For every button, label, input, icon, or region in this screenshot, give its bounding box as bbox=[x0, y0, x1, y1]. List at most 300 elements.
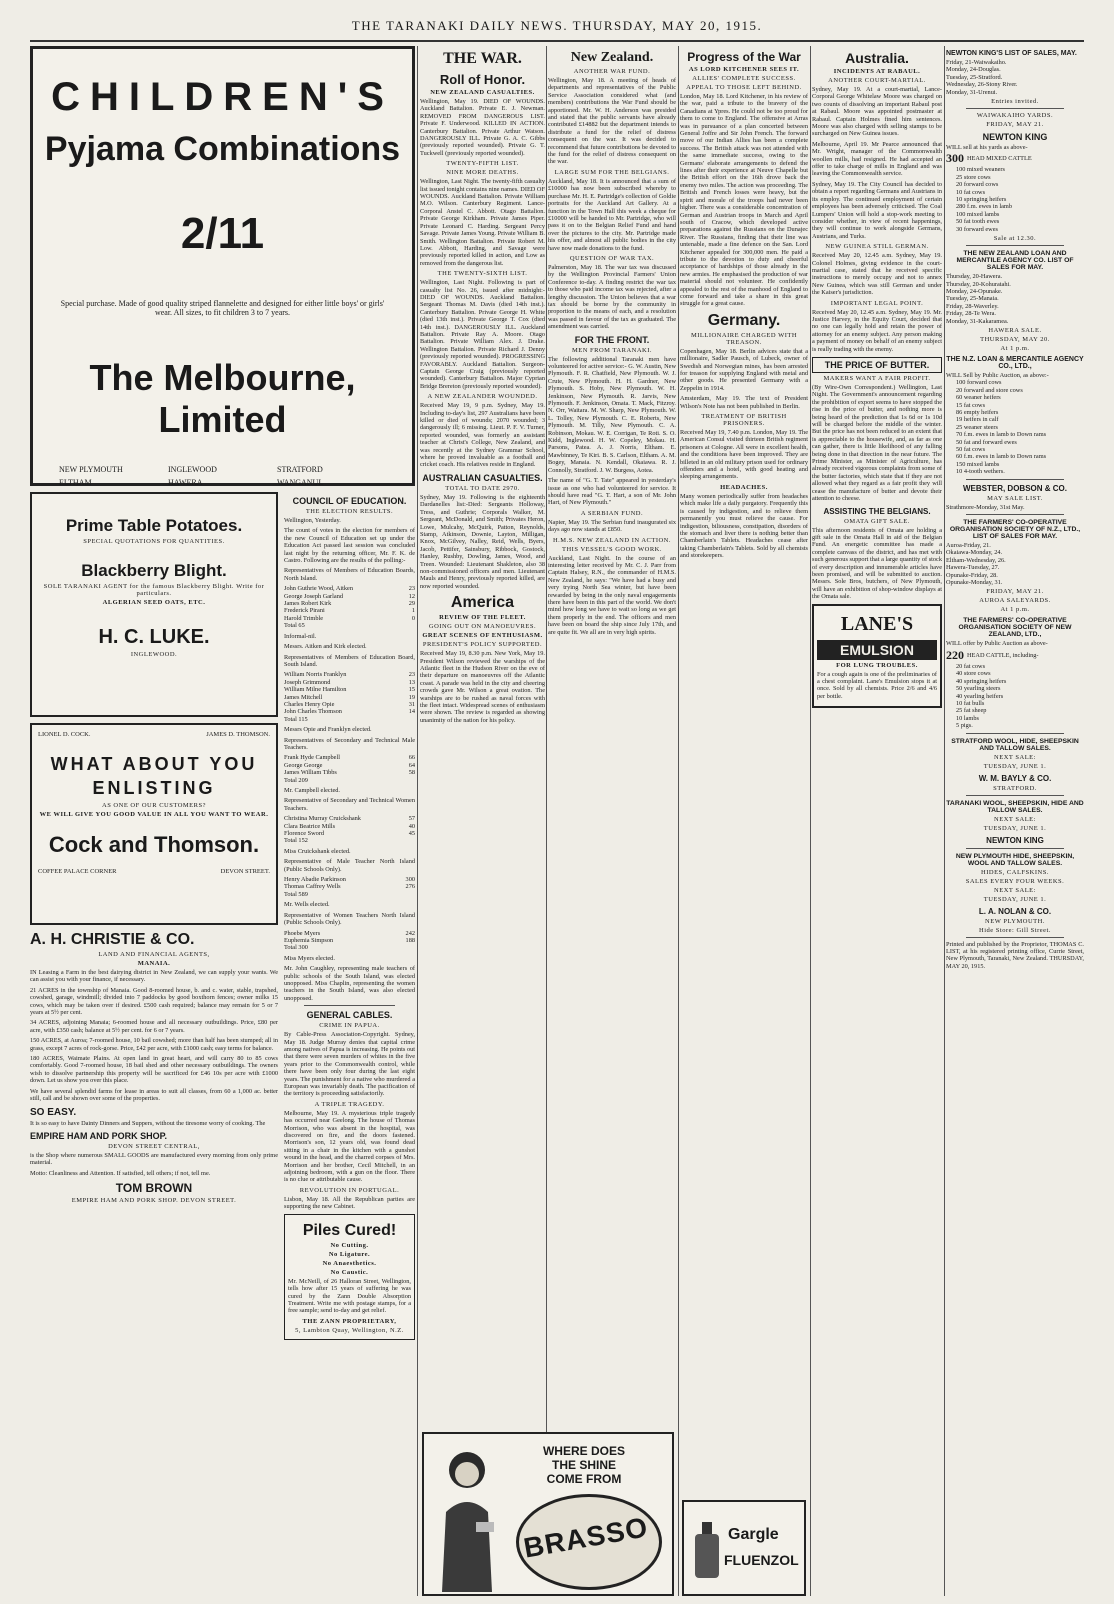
ad-sub: AS ONE OF OUR CUSTOMERS? bbox=[102, 802, 206, 809]
stock-item: 100 mixed weaners bbox=[956, 166, 1005, 174]
ad-description: Special purchase. Made of good quality striped flannelette and designed for either little boys' or girls' wear. All sizes, to fit children 3 to 7 years. bbox=[60, 299, 385, 317]
stock-item: 10 fat bulls bbox=[956, 699, 985, 707]
head-count: 220 bbox=[946, 647, 964, 662]
sale-entry: Strathmore-Monday, 31st May. bbox=[946, 503, 1025, 511]
article-dateline: Wellington, Yesterday. bbox=[284, 517, 341, 524]
ad-brand: EMULSION bbox=[817, 640, 937, 660]
empire-ham-ad bbox=[30, 1107, 278, 1205]
article-subhead: THE ELECTION RESULTS. bbox=[305, 508, 394, 515]
result-row: George George 64 bbox=[284, 761, 415, 769]
article-subhead: REVIEW OF THE FLEET. bbox=[439, 614, 526, 622]
column-rule bbox=[944, 46, 945, 1596]
results-heading: Representatives of Members of Education Board, South Island. bbox=[284, 653, 415, 668]
article-body: Lisbon, May 18. All the Republican parties are supporting the new Cabinet. bbox=[284, 1195, 415, 1211]
ad-name: Gargle bbox=[728, 1526, 779, 1543]
sale-entry: Opunake-Friday, 28. bbox=[946, 571, 998, 579]
article-body: Wellington, May 18. A meeting of heads of departments and representatives of the Public Service Association considered what (and members) contributions the War Fund should be apportioned. Mr. W. H. Anderson was presided and stated that the public servants have already contributed £14882 but the department intends to distribute a fund for the relief of distress consequent on the war. It was decided to recommend that future contributions be devoted to the fund for the relief of distress consequent on the war. bbox=[548, 77, 676, 166]
ad-sub-2: SOLE TARANAKI AGENT for the famous Blackberry Blight. Write for particulars. bbox=[43, 583, 265, 597]
ad-title: Prime Table Potatoes. bbox=[65, 516, 243, 535]
divider bbox=[966, 245, 1064, 246]
lanes-emulsion-ad bbox=[812, 604, 942, 709]
auctioneer-name: W. M. BAYLY & CO. bbox=[978, 773, 1052, 783]
article-headline: Progress of the War bbox=[687, 50, 801, 64]
sale-entry: Eltham-Wednesday, 26. bbox=[946, 556, 1006, 564]
article-subhead: GREAT SCENES OF ENTHUSIASM. bbox=[422, 632, 543, 640]
article-body: Melbourne, May 19. A mysterious triple tragedy has occurred near Geelong. The house of Thomas Morrison, who was absent in the hospital, was discovered on fire, and the doors fastened. Morrison's son, 12 years old, was found dead sitting in a chair in the kitchen with a gunshot wound in the head, and the charred corpses of Mrs. Morrison and her brother, Cecil Mitchell, in an adjoining bedroom, with a gun on the floor. There is no clue or attributable cause. bbox=[284, 1109, 415, 1184]
column-rule bbox=[417, 46, 418, 1596]
article-headline: Roll of Honor. bbox=[439, 72, 526, 87]
sales-yards: WAIWAKAIHO YARDS. bbox=[976, 112, 1054, 120]
sales-note: Entries invited. bbox=[991, 98, 1039, 106]
article-subhead: NEW ZEALAND CASUALTIES. bbox=[430, 89, 535, 96]
stock-item: 70 f.m. ewes in lamb to Down rams bbox=[956, 431, 1047, 439]
ad-sub-3: ALGERIAN SEED OATS, ETC. bbox=[102, 599, 206, 606]
ad-title: Piles Cured! bbox=[302, 1221, 397, 1239]
auctioneer-name: WEBSTER, DOBSON & CO. bbox=[962, 483, 1067, 493]
sales-date: TUESDAY, JUNE 1. bbox=[983, 895, 1047, 903]
ads-subcolumn bbox=[30, 492, 278, 1346]
article-body: Napier, May 19. The Serbian fund inaugurated six days ago now stands at £850. bbox=[548, 518, 676, 534]
ad-line: WE WILL GIVE YOU GOOD VALUE IN ALL YOU WANT TO WEAR. bbox=[39, 811, 269, 818]
stock-item: 150 mixed lambs bbox=[956, 460, 1000, 468]
sales-subhead: SALES EVERY FOUR WEEKS. bbox=[965, 877, 1065, 885]
stock-item: 50 fat tooth ewes bbox=[956, 218, 1000, 226]
ad-point: No Anaesthetics. bbox=[322, 1259, 377, 1267]
piles-ad bbox=[284, 1214, 415, 1340]
ad-name: LANE'S bbox=[840, 612, 914, 635]
article-body: Sydney, May 19. Following is the eighteenth Dardanelles list:-Died: Sergeants Holloway, Tress, and Guthrie; Corporals Walker, M. Sergeant, McDonald, and Smith; Privates Heron, Lowe, Mulcahy, McQuirk, Patton, Reynolds, Stamp, Atkinson, Downie, Layton, Milligan, Knox, McGilvey, Nalley, Reid, Wells, Byers, Jacob, Pettifer, Sainsbury, Ribbock, Gostock, Hanley, Rushby, Dowling, James, Wood, and Treen. Wounded: Lieutenant Shakleton, also 38 non-commissioned officers and men. Lieutenant Mauls and Henry, previously reported killed, are now reported wounded. bbox=[420, 493, 545, 590]
divider bbox=[966, 937, 1064, 938]
results-total: Total 115 bbox=[284, 715, 308, 723]
column-rule bbox=[810, 46, 811, 1596]
sales-heading: MAY SALE LIST. bbox=[987, 494, 1043, 502]
article-subhead: A SERBIAN FUND. bbox=[580, 509, 644, 517]
ad-place: MANAIA. bbox=[137, 960, 171, 967]
auctioneer-name: L. A. NOLAN & CO. bbox=[978, 906, 1052, 916]
sales-yards: AUROA SALEYARDS. bbox=[979, 597, 1051, 605]
town: ELTHAM bbox=[59, 478, 92, 487]
ad-footer: EMPIRE HAM AND PORK SHOP. DEVON STREET. bbox=[71, 1197, 237, 1205]
article-subhead: AS LORD KITCHENER SEES IT. bbox=[688, 66, 800, 73]
sale-entry: Thursday, 20-Kohuratahi. bbox=[946, 280, 1011, 288]
divider bbox=[966, 733, 1064, 734]
sale-intro: WILL offer by Public Auction as above- bbox=[946, 640, 1048, 648]
result-row: Harold Trimble 0 bbox=[284, 614, 415, 622]
result-row: Christina Murray Cruickshank 57 bbox=[284, 815, 415, 823]
results-list bbox=[284, 585, 415, 622]
results-total: Total 300 bbox=[284, 944, 308, 952]
article-body: Melbourne, April 19. Mr Pearce announced that Mr. Wright, manager of the Commonwealth woollen mills, had resigned. He had accepted an offer to take charge of mills in England and was leaving the Commonwealth service. bbox=[812, 140, 942, 178]
stock-item: 20 forward cows bbox=[956, 181, 999, 189]
ad-company: Cock and Thomson. bbox=[48, 832, 260, 857]
australia-column bbox=[812, 46, 942, 1596]
sales-next: NEXT SALE: bbox=[994, 886, 1036, 894]
sales-date: TUESDAY, JUNE 1. bbox=[983, 824, 1047, 832]
sale-time: Sale at 12.30. bbox=[993, 235, 1037, 243]
footer-left: COFFEE PALACE CORNER bbox=[38, 868, 117, 875]
column-rule bbox=[678, 46, 679, 1596]
luke-ad bbox=[30, 492, 278, 717]
fluenzol-ad bbox=[682, 1500, 806, 1596]
stock-item: 100 mixed lambs bbox=[956, 210, 1000, 218]
article-body: Received May 19, 8.30 p.m. New York, May 19. President Wilson reviewed the warships of the Atlantic fleet in the Hudson River on the eve of their departure on manoeuvres off the Atlantic coast. A parade was held in the city and cheering crowds gave Mr. Wilson a great ovation. The warships are to be rushed as naval forces with the fleet intact. Widespread scenes of enthusiasm were shown. The review is regarded as showing unanimity of the nation for his policy. bbox=[420, 650, 545, 724]
article-subhead: LARGE SUM FOR THE BELGIANS. bbox=[554, 168, 670, 176]
news-subcolumn bbox=[284, 492, 415, 1346]
results-list bbox=[284, 671, 415, 715]
sale-entry: Tuesday, 25-Manaia. bbox=[946, 295, 999, 303]
stock-item: 19 heifers in calf bbox=[956, 416, 999, 424]
result-row: James Robert Kirk 29 bbox=[284, 600, 415, 608]
article-body: Wellington, Last Night. The twenty-fifth casualty list issued tonight contains nine names. DIED OF WOUNDS. Auckland Battalion. Private William M.O. Wilson. Canterbury Regiment. Lance-Corporal Anstel C. Abbott. Otago Battalion. Private George Kirkham. Private James Piper. Private Leonard C. Harding. Sergeant Percy Savage. Private James Young. Private William B. Smith. Wellington Battalion. Private Robert M. Low. Abbott, Harding, and Savage were previously reported killed in action, and Low as removed from the dangerous list. bbox=[420, 178, 545, 267]
head-count: 300 bbox=[946, 151, 964, 166]
sales-heading: STRATFORD WOOL, HIDE, SHEEPSKIN AND TALLOW SALES. bbox=[951, 737, 1079, 752]
sales-yards: HAWERA SALE. bbox=[988, 326, 1042, 334]
article-subhead: TREATMENT OF BRITISH PRISONERS. bbox=[701, 413, 787, 428]
article-subhead: REVOLUTION IN PORTUGAL. bbox=[299, 1186, 400, 1194]
result-row: Euphemia Simpson 188 bbox=[284, 936, 415, 944]
divider bbox=[304, 1005, 395, 1006]
town: WANGANUI. bbox=[277, 478, 323, 487]
article-subhead: ANOTHER WAR FUND. bbox=[573, 68, 651, 75]
ad-title: SO EASY. bbox=[30, 1106, 77, 1118]
article-body: Many women periodically suffer from headaches which make life a daily purgatory. Frequently this is caused by indigestion, and to relieve them permanently you must relieve the cause. For indigestion, biliousness, constipation, disorders of the stomach and liver there is nothing better than Chamberlain's Tablets. Headaches cease after taking Chamberlain's Tablets. Sold by all chemists and storekeepers. bbox=[680, 492, 808, 560]
auctioneer-name: THE FARMERS' CO-OPERATIVE ORGANISATION SOCIETY OF NEW ZEALAND, LTD., bbox=[958, 617, 1072, 639]
stock-item: 25 weaner steers bbox=[956, 423, 998, 431]
stock-item: 280 f.m. ewes in lamb bbox=[956, 203, 1012, 211]
ad-company: THE ZANN PROPRIETARY, bbox=[302, 1317, 397, 1325]
result-row: Charles Henry Opie 31 bbox=[284, 700, 415, 708]
war-column bbox=[420, 46, 545, 1596]
ad-title-2: Blackberry Blight. bbox=[81, 561, 227, 580]
town: NEW PLYMOUTH bbox=[59, 465, 123, 474]
stock-item: 5 pigs. bbox=[956, 722, 973, 730]
results-elected: Miss Cruickshank elected. bbox=[284, 847, 351, 855]
ads-column bbox=[30, 46, 415, 1596]
sale-entry: Friday, 28-Waverley. bbox=[946, 302, 999, 310]
stock-item: 10 lambs bbox=[956, 714, 979, 722]
stock-item: 25 fat sheep bbox=[956, 707, 987, 715]
article-body: The following additional Taranaki men have volunteered for active service:- G. W. Austin, New Plymouth. F. R. Chatfield, New Plymouth. W. J. Crute, New Plymouth. H. H. Gardner, New Plymouth. S. Hoby, New Plymouth. W. H. Jenkinson, New Plymouth. R. Jarvis, New Plymouth. F. Jenkinson, Omata. T. Mack, Fitzroy. N. Orr, Waitara. M. W. Sharp, New Plymouth. W. L. Tolley, New Plymouth. C. E. Roberts, New Plymouth. M. Tilly, New Plymouth. C. A. Robinson, Mokau. W. E. Corrigan, Te Roti. S. O. Kidd, Inglewood. H. W. Copeley, Mokau. H. Parsons, Patea. A. J. Norris, Eltham. E. Mawbinney, Te Kiri. B. S. Carlson, Eltham. A. M. Bogey, Manaia. N. Kendall, Okaiawa. R. J. Connolly, Stratford. J. W. Burgess, Aotea. bbox=[548, 355, 676, 474]
section-headline: THE WAR. bbox=[443, 50, 522, 67]
article-subhead: THIS VESSEL'S GOOD WORK. bbox=[562, 545, 662, 553]
results-elected: Miss Myers elected. bbox=[284, 954, 335, 962]
article-subhead: HEADACHES. bbox=[720, 483, 768, 491]
results-informal: Informal-nil. bbox=[284, 632, 317, 640]
listing: 34 ACRES, adjoining Manaia; 6-roomed house and all necessary outbuildings. Price, £80 per acre, with £350 cash; balance at 5½ per cent. for 6 or 7 years. bbox=[30, 1019, 278, 1034]
stock-item: 86 empty heifers bbox=[956, 408, 999, 416]
result-row: John Charles Thomson 14 bbox=[284, 708, 415, 716]
article-body: The count of votes in the election for members of the new Council of Education set up under the Education Act passed last session was concluded last night by the returning officer, Mr. F. K. de Castro. Following are the results of the polling:- bbox=[284, 527, 415, 565]
town: INGLEWOOD bbox=[168, 465, 217, 474]
children-pyjama-ad bbox=[30, 46, 415, 486]
article-body: Sydney, May 19. The City Council has decided to obtain a report regarding Germans and Austrians in its employ. The continued employment of certain employees has been adversely criticised. The Coal Lumpers' Union will hold a stop-work meeting to consider whether, in view of recent happenings, they will continue to work alongside Germans, Austrians, and Turks. bbox=[812, 180, 942, 240]
sale-entry: Monday, 24-Opunake. bbox=[946, 287, 1003, 295]
article-subhead: MEN FROM TARANAKI. bbox=[571, 346, 653, 354]
ad-owner: TOM BROWN bbox=[115, 1181, 193, 1196]
results-total: Total 209 bbox=[284, 776, 308, 784]
stock-item: 15 fat cows bbox=[956, 401, 986, 409]
stock-item: 40 store cows bbox=[956, 670, 991, 678]
article-body: Palmerston, May 18. The war tax was discussed by the Wellington Provincial Farmers' Union Conference to-day. A finding restrict the war tax to those who paid income tax was rejected, after a lengthy discussion. The Union believes that a war tax should be borne by the community in proportion to the means of each, and a resolution was passed in favour of the tax as graduated. The amendment was carried. bbox=[548, 263, 676, 331]
article-subhead: ALLIES' COMPLETE SUCCESS. bbox=[692, 75, 796, 82]
ad-point: No Caustic. bbox=[330, 1268, 369, 1276]
sale-entry: Wednesday, 26-Stony River. bbox=[946, 81, 1018, 89]
sales-heading: TARANAKI WOOL, SHEEPSKIN, HIDE AND TALLOW SALES. bbox=[946, 799, 1084, 814]
result-row: Frank Hyde Campbell 66 bbox=[284, 754, 415, 762]
results-heading: Representative of Secondary and Technical Women Teachers. bbox=[284, 797, 415, 812]
town: HAWERA bbox=[168, 478, 203, 487]
sale-entry: Monday, 31-Kakaramea. bbox=[946, 317, 1009, 325]
ad-towns bbox=[59, 465, 386, 487]
result-row: Clara Beatrice Mills 40 bbox=[284, 822, 415, 830]
article-subhead: H.M.S. NEW ZEALAND IN ACTION. bbox=[552, 536, 671, 544]
result-row: Florence Sword 45 bbox=[284, 830, 415, 838]
ad-tagline bbox=[504, 1444, 664, 1486]
stock-item: 10 fat cows bbox=[956, 188, 986, 196]
results-total: Total 589 bbox=[284, 890, 308, 898]
christie-ad bbox=[30, 931, 278, 1103]
results-elected: Mr. Wells elected. bbox=[284, 901, 330, 909]
town: STRATFORD bbox=[277, 465, 323, 474]
brasso-ad bbox=[422, 1432, 674, 1596]
results-total: Total 152 bbox=[284, 837, 308, 845]
results-heading: Representative of Male Teacher North Island (Public Schools Only). bbox=[284, 858, 415, 873]
head-label: HEAD MIXED CATTLE bbox=[967, 155, 1032, 163]
auctioneer-place: STRATFORD. bbox=[993, 784, 1037, 792]
divider bbox=[966, 848, 1064, 849]
sales-date: TUESDAY, JUNE 1. bbox=[983, 762, 1047, 770]
listing: 180 ACRES, Waimate Plains. At open land in great heart, and will carry 80 to 85 cows comfortably. Good 7-roomed house, 18 bail shed and other necessary outbuildings. The owners wish to dissolve partnership this property will be sacrificed for £46 10s per acre with £1000 down. Let us show you over this place. bbox=[30, 1055, 278, 1085]
ad-point: No Ligature. bbox=[328, 1250, 371, 1258]
sale-entry: Okaiawa-Monday, 24. bbox=[946, 549, 1003, 557]
stock-item: 25 store cows bbox=[956, 173, 991, 181]
stock-item: 20 fat cows bbox=[956, 662, 986, 670]
article-body: Amsterdam, May 19. The text of President Wilson's Note has not been published in Berlin. bbox=[680, 395, 808, 410]
masthead: THE TARANAKI DAILY NEWS. THURSDAY, MAY 20, 1915. bbox=[30, 18, 1084, 42]
article-subhead: OMATA GIFT SALE. bbox=[844, 517, 910, 525]
article-subhead: MILLIONAIRE CHARGED WITH TREASON. bbox=[690, 331, 798, 346]
sales-heading: THE NEW ZEALAND LOAN AND MERCANTILE AGENCY CO. LIST OF SALES FOR MAY. bbox=[956, 250, 1074, 272]
ad-line-1: WHERE DOES bbox=[542, 1444, 625, 1458]
stock-item: 20 forward and store cows bbox=[956, 386, 1023, 394]
sale-entry: Friday, 21-Waiwakaiho. bbox=[946, 59, 1007, 66]
ad-name: EMPIRE HAM AND PORK SHOP. bbox=[30, 1130, 168, 1141]
article-body: The name of "G. T. Tate" appeared in yesterday's issue as one who had volunteered for service. It should have read "G. T. Hart, a son of Mr. John Hart, of New Plymouth." bbox=[548, 477, 676, 507]
imprint: Printed and published by the Proprietor, THOMAS C. LIST, at his registered printing office, Currie Street, New Plymouth, Taranaki, New Zealand. THURSDAY, MAY 20, 1915. bbox=[946, 940, 1084, 970]
ad-name: H. C. LUKE. bbox=[98, 626, 210, 648]
article-body: This afternoon residents of Omata are holding a gift sale in the Omata Hall in aid of the Belgian Fund. An energetic committee has made a complete canvass of the district, and has met with such generous support that a large quantity of stock of every description and innumerable articles have been promised, and will be submitted to auction. Messrs. Sole Bros, butchers, of New Plymouth, will have an exhibition of shop-window displays at the Omata sale. bbox=[812, 526, 942, 601]
sales-subhead: HIDES, CALFSKINS. bbox=[981, 868, 1049, 876]
results-heading: Representatives of Secondary and Technical Male Teachers. bbox=[284, 736, 415, 751]
listing: 150 ACRES, at Auroa; 7-roomed house, 10 bail cowshed; more than half has been stumped; all in grass, except 7 acres of rock-gorse. Price, £42 per acre, with £1000 cash; easy terms for balance. bbox=[30, 1037, 278, 1052]
ad-title: CHILDREN'S bbox=[51, 75, 394, 119]
ad-subtitle: Pyjama Combinations bbox=[44, 130, 401, 168]
divider bbox=[966, 108, 1064, 109]
article-headline: FOR THE FRONT. bbox=[574, 334, 650, 345]
results-heading: Representative of Women Teachers North Island (Public Schools Only). bbox=[284, 911, 415, 927]
article-subhead: PRESIDENT'S POLICY SUPPORTED. bbox=[422, 641, 543, 649]
article-body: Mr. John Caughley, representing male teachers of public schools of the South Island, was elected unopposed. Miss Chaplin, representing the women teachers in the South Island, was also elected unopposed. bbox=[284, 965, 415, 1002]
listing: 21 ACRES in the township of Manaia. Good 8-roomed house, b. and c. water, stable, trapshed, cowshed, garage, windmill; divided into 7 paddocks by good boxthorn fences; owner milks 15 cows, which may be taken over if desired. £500 cash required; balance may remain for 5 or 7 years at 5½ per cent. bbox=[30, 986, 278, 1017]
ad-brand: BRASSO bbox=[521, 1511, 651, 1564]
sales-date: FRIDAY, MAY 21. bbox=[986, 121, 1044, 129]
article-body: Auckland, May 18. It is announced that a sum of £10000 has now been subscribed whereby to purchase Mr. H. E. Partridge's collection of Goldie portraits for the Auckland Art Gallery. At a function in the Town Hall this week a cheque for £10000 will be handed to Mr. Partridge, who will pass it on to the Belgian Relief Fund and hand over the pictures to the city. Mr. Partridge made his offer, and almost all public bodies in the city have now made donations to the fund. bbox=[548, 177, 676, 252]
article-subhead: GOING OUT ON MANOEUVRES. bbox=[428, 623, 537, 631]
article-body: Received May 20, 12.45 a.m. Sydney, May 19. Colonel Holmes, giving evidence in the court-martial case, stated that he received specific instructions to merely occupy and not to annex New Guinea, which was still German and under the Kaiser's jurisdiction. bbox=[812, 252, 942, 297]
result-row: George Joseph Garland 12 bbox=[284, 592, 415, 600]
ad-text: It is so easy to have Dainty Dinners and Suppers, without the tiresome worry of cooking. The bbox=[30, 1119, 266, 1127]
article-headline: THE PRICE OF BUTTER. bbox=[812, 357, 942, 373]
sale-headcount bbox=[946, 648, 1084, 663]
ad-point: No Cutting. bbox=[330, 1241, 369, 1249]
sales-column bbox=[946, 46, 1084, 1596]
sales-heading: NEW PLYMOUTH HIDE, SHEEPSKIN, WOOL AND TALLOW SALES. bbox=[955, 852, 1075, 867]
column-rule bbox=[546, 46, 547, 1596]
stock-item: 40 springing heifers bbox=[956, 677, 1007, 685]
sale-entry: Hawera-Tuesday, 27. bbox=[946, 564, 1000, 572]
article-body: Auckland, Last Night. In the course of an interesting letter received by Mr. C. J. Parr from Captain Halsey, R.N., the commander of H.M.S. New Zealand, he says: "We have had a busy and very trying North Sea winter, but have been rewarded by being in the only naval engagements there have been in this part of the world. We don't mind how long we have to wait so long as we get them properly in the end. The officers and men have been on board the ship since July 17th, and are quite fit. We all are in very high spirits. bbox=[548, 554, 676, 636]
ad-address: DEVON STREET CENTRAL, bbox=[108, 1142, 200, 1150]
ad-motto: Motto: Cleanliness and Attention. If satisfied, tell others; if not, tell me. bbox=[30, 1169, 211, 1177]
article-body: Received May 20, 12.45 a.m. Sydney, May 19. Mr. Justice Harvey, in the Equity Court, decided that no one can legally hold and retain the power of attorney for an enemy subject. Any person making a payment of money on behalf of an enemy subject is really trading with the enemy. bbox=[812, 308, 942, 353]
ad-title: WHAT ABOUT YOU ENLISTING bbox=[50, 754, 258, 798]
stock-item: 60 weaner heifers bbox=[956, 394, 1001, 402]
ad-text-2: is the Shop where numerous SMALL GOODS are manufactured every morning from only prime material. bbox=[30, 1151, 278, 1167]
stock-item: 10 4-tooth wethers. bbox=[956, 468, 1005, 476]
article-subhead: TWENTY-FIFTH LIST. bbox=[446, 160, 519, 168]
results-elected: Messrs Opie and Franklyn elected. bbox=[284, 726, 372, 734]
result-row: James William Tibbs 58 bbox=[284, 769, 415, 777]
ad-sub: SPECIAL QUOTATIONS FOR QUANTITIES. bbox=[83, 538, 225, 545]
sales-date: FRIDAY, MAY 21. bbox=[986, 588, 1044, 596]
new-zealand-column bbox=[548, 46, 676, 1596]
article-headline: Germany. bbox=[707, 311, 781, 329]
result-row: William Norris Franklyn 23 bbox=[284, 671, 415, 679]
stock-item: 50 yearling steers bbox=[956, 685, 1001, 693]
article-subhead: MAKERS WANT A FAIR PROFIT. bbox=[823, 375, 931, 382]
stock-item: 40 yearling heifers bbox=[956, 692, 1004, 700]
sale-entry: Tuesday, 25-Stratford. bbox=[946, 73, 1003, 81]
article-body: Wellington, Last Night. Following is part of casualty list No. 26, issued after midnight:- DIED OF WOUNDS. Auckland Battalion. Sergeant Thomas M. Davis (died 14th inst.). Canterbury Battalion. Private George H. White (died 13th inst.). Private George T. Cox (died 14th inst.). DANGEROUSLY ILL. Auckland Battalion. Private Ray A. Moore. Otago Battalion. Private William Alex. J. Drake. Wellington Battalion. Private Richard J. Denny (previously reported wounded). PROGRESSING FAVORABLY. Auckland Battalion. Surgeon-Captain George Craig (previously reported wounded). Canterbury Battalion. Major Cyprian Bridge Brereton (previously reported wounded). bbox=[420, 279, 545, 390]
article-subhead: QUESTION OF WAR TAX. bbox=[569, 254, 655, 262]
head-label: HEAD CATTLE, including- bbox=[967, 651, 1039, 659]
progress-column bbox=[680, 46, 808, 1596]
sales-next: NEXT SALE: bbox=[994, 753, 1036, 761]
article-subhead: NEW GUINEA STILL GERMAN. bbox=[825, 243, 929, 251]
section-headline: New Zealand. bbox=[570, 50, 654, 65]
sale-time: At 1 p.m. bbox=[1000, 344, 1030, 352]
sale-entry: Opunake-Monday, 31. bbox=[946, 579, 1003, 587]
result-row: William Milne Hamilton 15 bbox=[284, 686, 415, 694]
results-list bbox=[284, 930, 415, 945]
stock-item: 50 fat and forward ewes bbox=[956, 438, 1017, 446]
listing: IN Leasing a Farm in the best dairying district in New Zealand, we can supply your wants. We can assist you with your finance, if necessary. bbox=[30, 969, 278, 984]
article-subhead: INCIDENTS AT RABAUL. bbox=[833, 68, 921, 75]
footer-right: DEVON STREET. bbox=[220, 868, 270, 875]
result-row: Thomas Caffrey Wells 276 bbox=[284, 883, 415, 891]
partner-right: JAMES D. THOMSON. bbox=[206, 731, 270, 738]
article-subhead: TOTAL TO DATE 2970. bbox=[445, 484, 520, 492]
ad-brand: FLUENZOL bbox=[724, 1552, 799, 1568]
result-row: Phoebe Myers 242 bbox=[284, 929, 415, 937]
divider bbox=[966, 514, 1064, 515]
sale-headcount bbox=[946, 151, 1084, 166]
ad-text: For a cough again is one of the preliminaries of a chest complaint. Lane's Emulsion stops it at once. Sold by all chemists. Price 2/6 and 4/6 per bottle. bbox=[817, 670, 937, 700]
woman-illustration-icon bbox=[432, 1442, 502, 1592]
results-elected: Mr. Campbell elected. bbox=[284, 787, 340, 794]
result-row: John Guthrie Wood, Aitken 23 bbox=[284, 585, 415, 593]
article-headline: COUNCIL OF EDUCATION. bbox=[292, 496, 407, 506]
article-body: Copenhagen, May 18. Berlin advices state that a millionaire, Sadler Pausch, of Lubeck, owner of Swedish and Norwegian mines, has been arrested for treason for supplying England with metal and other goods. He presented Germany with a Zeppelin in 1914. bbox=[680, 347, 808, 392]
ad-line-2: THE SHINE bbox=[551, 1458, 616, 1472]
sale-entry: Thursday, 20-Hawera. bbox=[946, 273, 1003, 281]
ad-line-3: COME FROM bbox=[546, 1472, 622, 1486]
article-subhead: IMPORTANT LEGAL POINT. bbox=[830, 299, 924, 307]
sale-entry: Monday, 24-Douglas. bbox=[946, 66, 1001, 74]
auctioneer-name: NEWTON KING bbox=[986, 835, 1044, 845]
result-row: Henry Abadie Parkinson 300 bbox=[284, 876, 415, 884]
result-row: Frederick Pirani 1 bbox=[284, 607, 415, 615]
ad-sub: FOR LUNG TROUBLES. bbox=[836, 661, 918, 669]
article-headline: AUSTRALIAN CASUALTIES. bbox=[422, 472, 543, 483]
sales-heading: NEWTON KING'S LIST OF SALES, MAY. bbox=[946, 50, 1077, 57]
article-subhead: THE TWENTY-SIXTH LIST. bbox=[437, 270, 528, 278]
sales-date: THURSDAY, MAY 20. bbox=[980, 335, 1050, 343]
sale-entry: Monday, 31-Urenui. bbox=[946, 88, 998, 96]
article-subhead: A NEW ZEALANDER WOUNDED. bbox=[427, 393, 538, 401]
sale-entry: Auroa-Friday, 21. bbox=[946, 542, 991, 550]
article-body: Wellington, May 19. DIED OF WOUNDS. Auckland Battalion. Private E. J. Newman. REMOVED FROM DANGEROUS LIST. Private F. Underwood. KILLED IN ACTION. Canterbury Battalion. Private Arthur Watson. DANGEROUSLY ILL. Private G. A. C. Gibbs (previously reported wounded). Private G. T. Tuckwell (previously reported wounded). bbox=[420, 98, 545, 157]
result-row: James Mitchell 19 bbox=[284, 693, 415, 701]
article-subhead: ANOTHER COURT-MARTIAL. bbox=[828, 77, 926, 84]
ad-partners bbox=[38, 731, 270, 738]
article-body: Sydney, May 19. At a court-martial, Lance-Corporal George Whitelaw Moore was charged on two counts of dissolving an important Rabaul post at Rabaul. Moore was appointed postmaster at Rabaul. Captain Holmes fined him sentences. Moore was also charged with selling stamps to be surcharged on New Guinea issues. bbox=[812, 86, 942, 138]
article-subhead: CRIME IN PAPUA. bbox=[319, 1022, 380, 1030]
sale-intro: WILL sell at his yards as above- bbox=[946, 144, 1028, 152]
ad-sub: LAND AND FINANCIAL AGENTS, bbox=[98, 951, 210, 958]
auctioneer-name: THE N.Z. LOAN & MERCANTILE AGENCY CO., LTD., bbox=[946, 355, 1084, 370]
article-subhead: NINE MORE DEATHS. bbox=[446, 169, 519, 177]
article-headline: ASSISTING THE BELGIANS. bbox=[823, 506, 931, 516]
sale-entry: Friday, 28-Te Wera. bbox=[946, 310, 996, 318]
stock-item: 100 forward cows bbox=[956, 379, 1002, 387]
stock-item: 10 springing heifers bbox=[956, 196, 1007, 204]
results-elected: Messrs. Aitken and Kirk elected. bbox=[284, 643, 367, 651]
ad-company: The Melbourne, Limited bbox=[89, 357, 356, 440]
article-body: London, May 18. Lord Kitchener, in his review of the war, paid a tribute to the bravery of the Canadians at Ypres. He could not be too proud for them to come to England. The offensive at Arras was in pursuance of a plan concerted between General Joffre and Sir John French. The forward move of our Indian Allies has been a complete success. The British attack was not attended with the same immediate success, owing to the Germans' elaborate arrangements to defend the lines after their experience at Neuve Chapelle but the British effort on the 16th drove back the enemy two miles. The action was proceeding. The British and French losses were heavy, but the spirit and morale of the troops had never been higher. There was a considerable concentration of German and Austrian troops in March and April south of Cracow, which developed active preparations against the Russians on the Dunajec River. The Russians, finding that their line was untenable, made a fine defence on the San. Lord Kitchener appealed for 300,000 men. He paid a tribute to the devotion to duty and cheerful acceptance of hardships of those already in the new armies. He emphasised the production of war material should not volunteer. He confidently appealed to the rest of the manhood of England to come forward and take a share in this great struggle for a great cause. bbox=[680, 93, 808, 308]
divider bbox=[966, 795, 1064, 796]
stock-item: 60 f.m. ewes in lamb to Down rams bbox=[956, 453, 1047, 461]
auctioneer-address: Hide Store: Gill Street. bbox=[979, 926, 1051, 934]
auctioneer-place: NEW PLYMOUTH. bbox=[985, 917, 1045, 925]
result-row: Joseph Grimmond 13 bbox=[284, 678, 415, 686]
sale-intro: WILL Sell by Public Auction, as above:- bbox=[946, 371, 1049, 379]
results-list bbox=[284, 815, 415, 837]
cock-thomson-ad bbox=[30, 723, 278, 925]
article-headline: America bbox=[450, 594, 515, 612]
section-headline: Australia. bbox=[845, 50, 909, 66]
results-list bbox=[284, 876, 415, 891]
auctioneer-name: NEWTON KING bbox=[982, 132, 1048, 143]
article-body: Received May 19, 7.40 p.m. London, May 19. The American Consul visited thirteen British regiment prisoners at Cologne. All were in excellent health, and the conditions have been improved. They are billeted in an old military prison used for ordinary offenders and a hotel, with good heating and sleeping arrangements. bbox=[680, 429, 808, 481]
article-body: (By Wire-Own Correspondent.) Wellington, Last Night. The Government's announcement regarding the prohibition of export seems to have stopped the rise in the price of butter, and nothing more is being heard of the prediction that 1s 6d or 1s 10d will be charged before the middle of the winter. But the price has not been reduced to an extent that is appreciable to the housewife, and, as far as one can gather, there is little likelihood of any falling being done in that direction in the near future. The Prime Minister, as Minister of Agriculture, has already received vigorous complaints from some of the butter factories, which state that if they are not allowed what they regard as a fair profit they will cease the manufacture of butter and devote their attention to cheese. bbox=[812, 384, 942, 503]
sales-heading: THE FARMERS' CO-OPERATIVE ORGANISATION SOCIETY OF N.Z., LTD., LIST OF SALES FOR MAY. bbox=[949, 519, 1081, 541]
sale-time: At 1 p.m. bbox=[1000, 606, 1030, 614]
article-body: Received May 19, 9 p.m. Sydney, May 19. Including to-day's list, 297 Australians have been killed or died of wounds; 2070 wounded; 3 dangerously ill; 6 missing. Lieut. P. F. V. Turner, reported wounded, was formerly an assistant teacher at Christ's College, New Zealand, and was recently at the Sydney Grammar School, where he proved invaluable as a football and cricket coach. His relatives reside in England. bbox=[420, 402, 545, 469]
bottle-icon bbox=[690, 1520, 724, 1580]
results-heading: Representatives of Members of Education Boards, North Island. bbox=[284, 567, 415, 582]
results-list bbox=[284, 754, 415, 776]
